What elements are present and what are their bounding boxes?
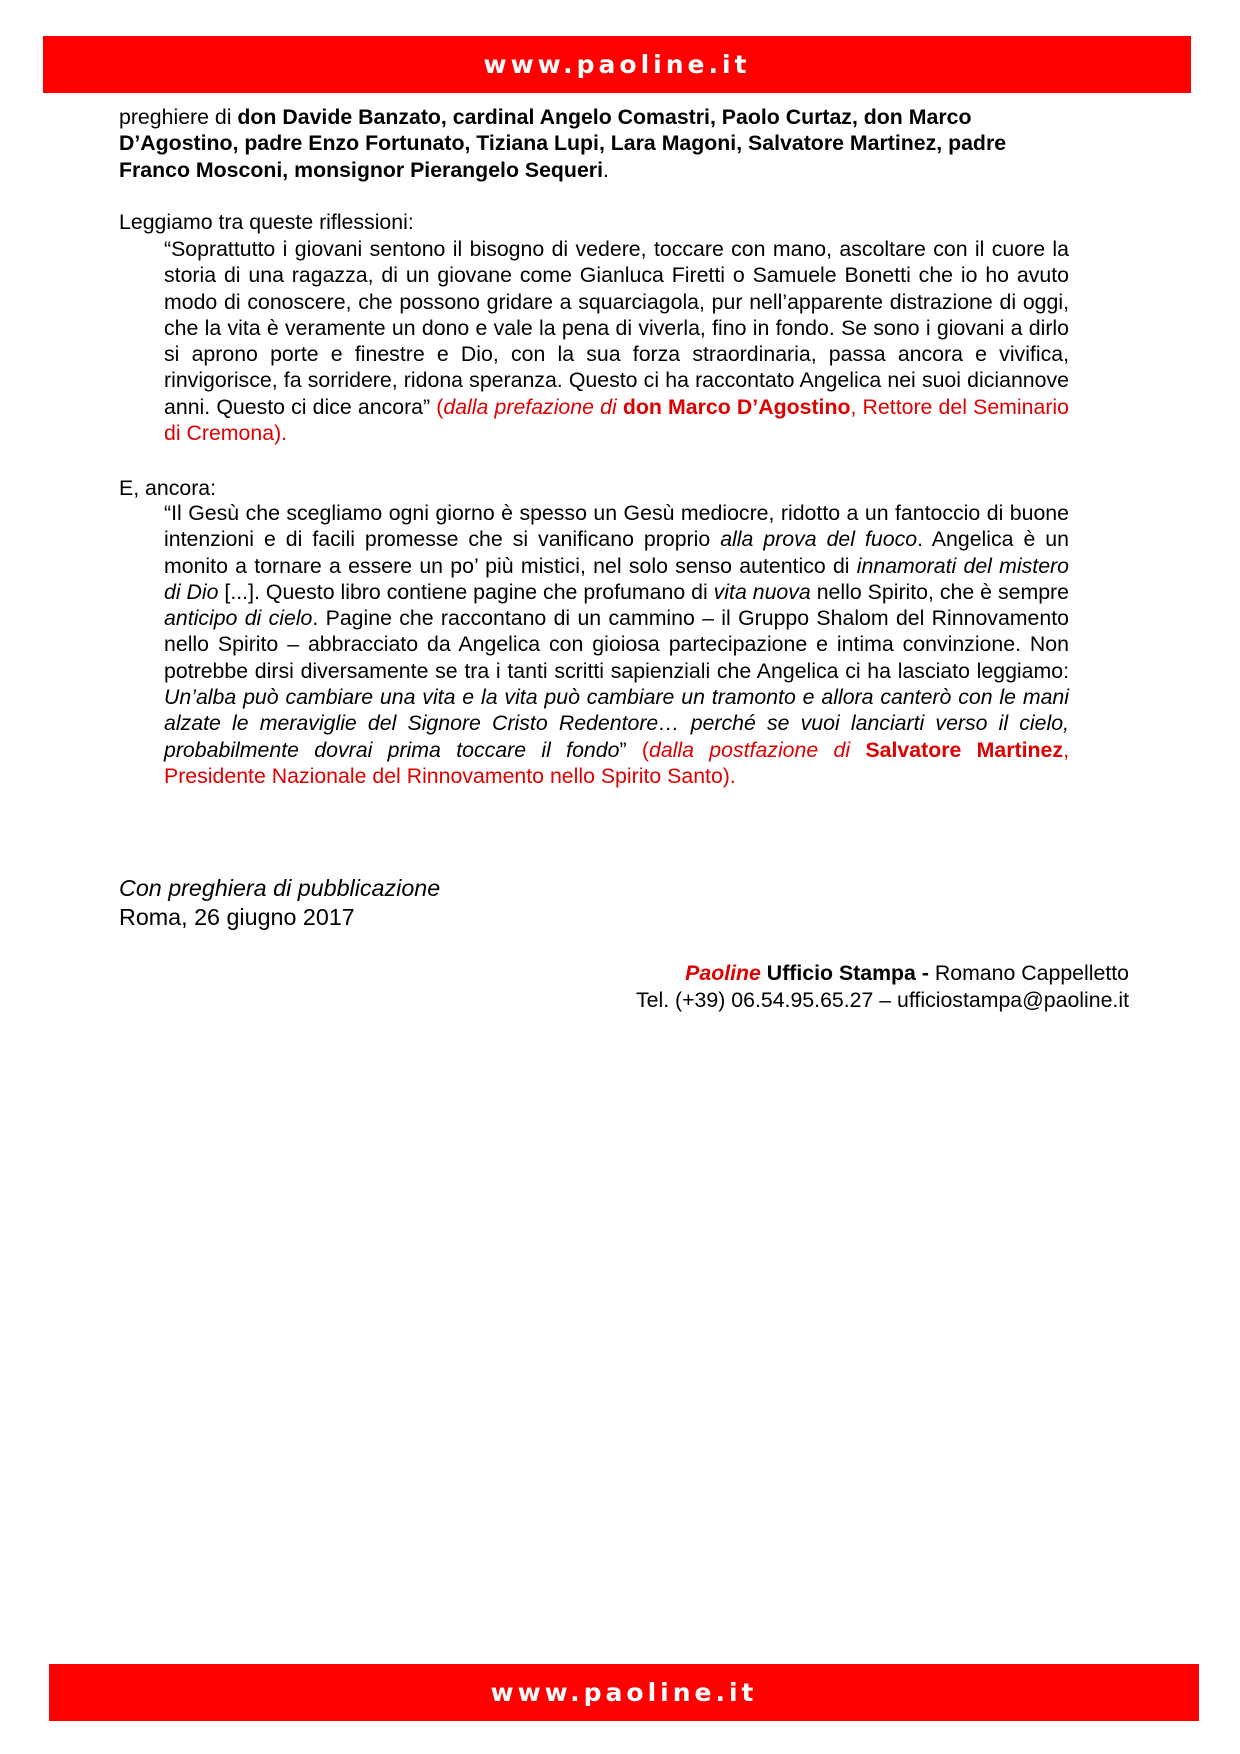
publication-request: Con preghiera di pubblicazione (119, 875, 441, 901)
header-site-link[interactable]: www.paoline.it (483, 50, 751, 79)
source-name: Salvatore Martinez (865, 737, 1064, 762)
quote-postface-t5: . Pagine che raccontano di un cammino – il Gruppo Shalom del Rinnovamento nello Spirito – abbracciato da Angelica con gioiosa partecipazione e intima convinzione. Non potrebbe dirsi diversamente se tra i tanti scritti sapienziali che Angelica ci ha lasciato leggiamo: (164, 606, 1069, 683)
header-banner (43, 36, 1191, 93)
quote-postface-t4: nello Spirito, che è sempre (810, 579, 1069, 604)
quote-postface-t1: “Il Gesù che scegliamo ogni giorno è spesso un Gesù mediocre, ridotto a un fantoccio di buone intenzioni e di facili promesse che si vanificano proprio (164, 501, 1069, 552)
intro-paragraph (119, 104, 1073, 183)
source-open: ( (430, 394, 444, 419)
place-date: Roma, 26 giugno 2017 (119, 904, 355, 930)
contact-block (636, 960, 1129, 1014)
quote-postface-t6: ” (619, 737, 627, 762)
quote-postface-i4: anticipo di cielo (164, 606, 313, 631)
intro-names: don Davide Banzato, cardinal Angelo Comastri, Paolo Curtaz, don Marco D’Agostino, padre Enzo Fortunato, Tiziana Lupi, Lara Magoni, Salvatore Martinez, padre Franco Mosconi, monsignor Pierangelo Sequeri (119, 105, 1007, 182)
quote-postface-t3: [...]. Questo libro contiene pagine che profumano di (218, 579, 714, 604)
quote-preface (164, 236, 1069, 446)
quote-postface (164, 500, 1069, 789)
ancora-lead: E, ancora: (119, 476, 217, 500)
contact-person: Romano Cappelletto (928, 961, 1129, 985)
contact-office: Ufficio Stampa - (760, 961, 929, 985)
quote-postface-i5: Un’alba può cambiare una vita e la vita può cambiare un tramonto e allora canterò con le mani alzate le meraviglie del Signore Cristo Redentore… perché se vuoi lanciarti verso il cielo, probabilmente dovrai prima toccare il fondo (164, 685, 1069, 762)
quote-postface-i1: alla prova del fuoco (720, 527, 918, 552)
source-italic: dalla prefazione di (443, 394, 617, 419)
contact-details[interactable]: Tel. (+39) 06.54.95.65.27 – ufficiostampa@paoline.it (635, 988, 1129, 1012)
contact-brand (685, 961, 761, 985)
quote-postface-i2: innamorati del mistero di Dio (164, 553, 1069, 604)
contact-brand-text: Paoline (685, 961, 761, 985)
closing-block (119, 874, 440, 932)
intro-end: . (603, 157, 609, 182)
quote-preface-text: “Soprattutto i giovani sentono il bisogno di vedere, toccare con mano, ascoltare con il cuore la storia di una ragazza, di un giovane come Gianluca Firetti o Samuele Bonetti che io ho avuto modo di conoscere, che possono gridare a squarciagola, pur nell’apparente distrazione di oggi, che la vita è veramente un dono e vale la pena di viverla, fino in fondo. Se sono i giovani a dirlo si aprono porte e finestre e Dio, con la sua forza straordinaria, passa ancora e vivifica, rinvigorisce, fa sorridere, ridona speranza. Questo ci ha raccontato Angelica nei suoi diciannove anni. Questo ci dice ancora” (164, 237, 1069, 419)
source-open: ( (626, 737, 649, 762)
source-role: , Presidente Nazionale del Rinnovamento nello Spirito Santo). (164, 737, 1069, 788)
source-name: don Marco D’Agostino (622, 394, 851, 419)
footer-site-link[interactable]: www.paoline.it (490, 1678, 758, 1707)
source-role: , Rettore del Seminario di Cremona). (164, 394, 1069, 446)
quote-postface-t2: . Angelica è un monito a tornare a essere un po’ più mistici, nel solo senso autentico di (164, 527, 1069, 578)
footer-banner (49, 1664, 1199, 1721)
source-italic: dalla postfazione di (648, 737, 851, 762)
quote-postface-i3: vita nuova (713, 579, 811, 604)
intro-lead: preghiere di (119, 105, 238, 129)
reflections-lead: Leggiamo tra queste riflessioni: (119, 210, 414, 234)
